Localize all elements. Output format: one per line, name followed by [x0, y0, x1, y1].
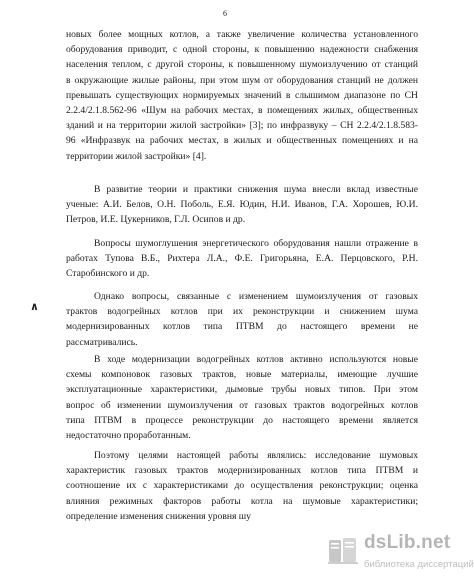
text-line: эксплуатационные характеристики, дымовые трубы новых типов. При этом [66, 384, 418, 396]
margin-mark: ∧ [30, 301, 39, 313]
text-line: недостаточно проработанным. [66, 429, 191, 441]
text-line: Вопросы шумоглушения энергетического оборудования нашли отражение в [94, 238, 418, 249]
text-line: Петров, И.Е. Цукерников, Г.Л. Осипов и др. [66, 214, 246, 226]
watermark [326, 530, 474, 576]
text-line: рассматривались. [66, 336, 138, 348]
text-line: 96 «Инфразвук на рабочих местах, в жилых и общественных помещениях и на [66, 135, 418, 147]
text-line: новых более мощных котлов, а также увеличение количества установленного [66, 29, 418, 40]
text-line: в окружающие жилые районы, при этом шум от оборудования станций не должен [66, 74, 418, 86]
paragraph-2 [66, 182, 418, 228]
text-line: типа ПТВМ в процессе реконструкции до настоящего времени является [66, 414, 418, 426]
text-line: 2.2.4/2.1.8.562-96 «Шум на рабочих местах, в помещениях жилых, общественных [66, 104, 418, 116]
text-line: Поэтому целями настоящей работы являлись: исследование шумовых [94, 450, 418, 461]
text-line: влияния режимных факторов работы котла на шумовые характеристики; [66, 495, 418, 507]
text-line: В ходе модернизации водогрейных котлов активно используются новые [94, 354, 418, 365]
watermark-caption: библиотека диссертаций [364, 559, 474, 570]
text-line: оборудования приводит, с одной стороны, к повышению надежности снабжения [66, 44, 418, 56]
text-line: соотношение их с характеристиками до осуществления реконструкции; оценка [66, 480, 418, 492]
dslib-logo-icon [326, 534, 360, 568]
text-line: модернизированных котлов типа ПТВМ до настоящего времени не [66, 321, 418, 333]
text-line: населения теплом, с другой стороны, к повышенному шумоизлучению от станций [66, 59, 418, 71]
text-line: В развитие теории и практики снижения шума внесли вклад известные [94, 184, 418, 195]
paragraph-4 [66, 289, 418, 350]
text-line: Старобинского и др. [66, 268, 150, 280]
text-line: ученые: А.И. Белов, О.Н. Поболь, Е.Я. Юдин, Н.И. Иванов, Г.А. Хорошев, Ю.И. [66, 199, 418, 211]
page-number: 6 [223, 9, 227, 18]
text-line: Однако вопросы, связанные с изменением шумоизлучения от газовых [94, 291, 418, 302]
text-line: превышать существующих нормируемых значений в слышимом диапазоне по СН [66, 89, 418, 101]
text-line: определение изменения снижения уровня шу [66, 510, 251, 522]
text-line: территории жилой застройки» [4]. [66, 150, 207, 162]
paragraph-1 [66, 27, 418, 164]
paragraph-6 [66, 448, 418, 524]
text-line: зданий и на территории жилой застройки» [3]; по инфразвуку – СН 2.2.4/2.1.8.583- [66, 120, 418, 132]
text-line: работах Тупова В.Б., Рихтера Л.А., Ф.Е. Григорьяна, Е.А. Перцовского, Р.Н. [66, 253, 418, 265]
text-line: схемы компоновок газовых трактов, новые материалы, имеющие лучшие [66, 369, 418, 381]
text-line: характеристик газовых трактов модернизированных котлов типа ПТВМ и [66, 465, 418, 477]
watermark-site: dsLib.net [364, 532, 451, 553]
paragraph-3 [66, 236, 418, 282]
text-line: вопрос об изменении шумоизлучения от газовых трактов водогрейных котлов [66, 399, 418, 411]
text-line: трактов водогрейных котлов при их реконструкции и снижением шума [66, 306, 418, 318]
paragraph-5 [66, 352, 418, 443]
